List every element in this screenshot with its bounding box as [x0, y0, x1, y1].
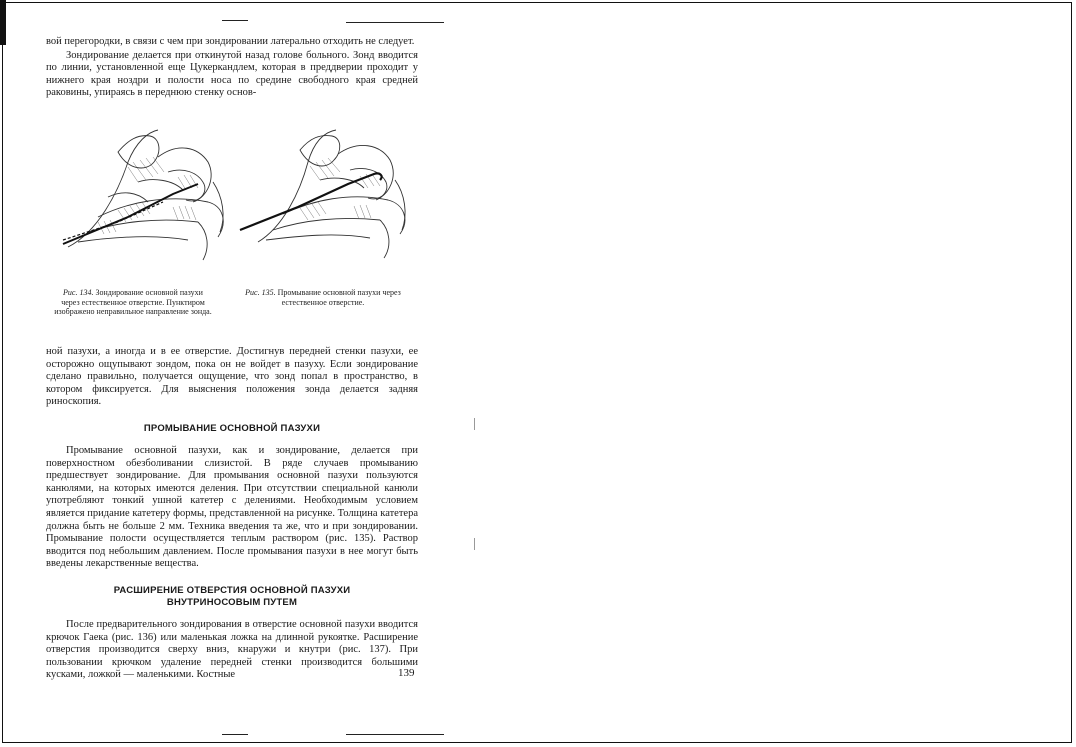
paragraph-4: Промывание основной пазухи, как и зондирование, делается при поверхностном обезболивании слизистой. В ряде случаев промыванию предшествует зондирование. Для промывания основной пазухи пользуются канюлями, на которых имеются деления. При отсутствии специальной канюли употребляют тонкий ушной катетер с делениями. Необходимым условием является придание катетеру формы, представленной на рисунке. Толщина катетера должна быть не больше 2 мм. Техника введения та же, что и при зондировании. Промывание полости осуществляется теплым раствором (рис. 135). Раствор вводится под небольшим давлением. После промывания пазухи в нее могут быть введены лекарственные вещества.: [46, 444, 418, 570]
page-number: 139: [398, 667, 415, 679]
section-heading-2-line-1: РАСШИРЕНИЕ ОТВЕРСТИЯ ОСНОВНОЙ ПАЗУХИ: [113, 584, 351, 596]
figure-134-caption: [54, 288, 212, 317]
figure-134-text: Зондирование основной пазухи через естественное отверстие. Пунктиром изображено неправильное направление зонда.: [54, 288, 212, 316]
paragraph-2: Зондирование делается при откинутой назад голове больного. Зонд вводится по линии, установленной еще Цукеркандлем, которая в преддверии проходит у нижнего края ноздри и полости носа по средине свободного края средней раковины, упираясь в переднюю стенку основ-: [46, 49, 418, 99]
margin-mark: [474, 418, 475, 430]
figure-135-caption: [244, 288, 402, 307]
bottom-rule-short: [222, 734, 248, 735]
paragraph-1: вой перегородки, в связи с чем при зондировании латерально отходить не следует.: [46, 36, 415, 47]
bottom-rule-long: [346, 734, 444, 735]
page-text-bottom: [46, 346, 418, 682]
figures: [46, 122, 418, 327]
paragraph-3: ной пазухи, а иногда и в ее отверстие. Достигнув передней стенки пазухи, ее осторожно ощупывают зондом, пока он не войдет в пазуху. Если зондирование сделано правильно, получается ощущение, что зонд попал в пространство, в котором фиксируется. Для выяснения положения зонда делается задняя риноскопия.: [46, 346, 418, 408]
figure-134-illustration: [58, 122, 238, 267]
section-heading-2-line-2: ВНУТРИНОСОВЫМ ПУТЕМ: [166, 596, 298, 608]
page-text-top: [46, 36, 418, 100]
figure-135-text: Промывание основной пазухи через естественное отверстие.: [277, 288, 401, 307]
margin-mark: [474, 538, 475, 550]
top-rule-short: [222, 20, 248, 21]
scan-edge-mark: [0, 0, 6, 45]
paragraph-5: После предварительного зондирования в отверстие основной пазухи вводится крючок Гаека (рис. 136) или маленькая ложка на длинной рукоятке. Расширение отверстия производится сверху вниз, кнаружи и кнутри (рис. 137). При пользовании крючком удаление передней стенки производится большими кусками, ложкой — маленькими. Костные: [46, 618, 418, 681]
figure-135-label: Рис. 135.: [245, 288, 276, 297]
section-heading-1: ПРОМЫВАНИЕ ОСНОВНОЙ ПАЗУХИ: [143, 422, 321, 434]
top-rule-long: [346, 22, 444, 23]
figure-135-illustration: [238, 122, 418, 267]
figure-134-label: Рис. 134.: [63, 288, 94, 297]
